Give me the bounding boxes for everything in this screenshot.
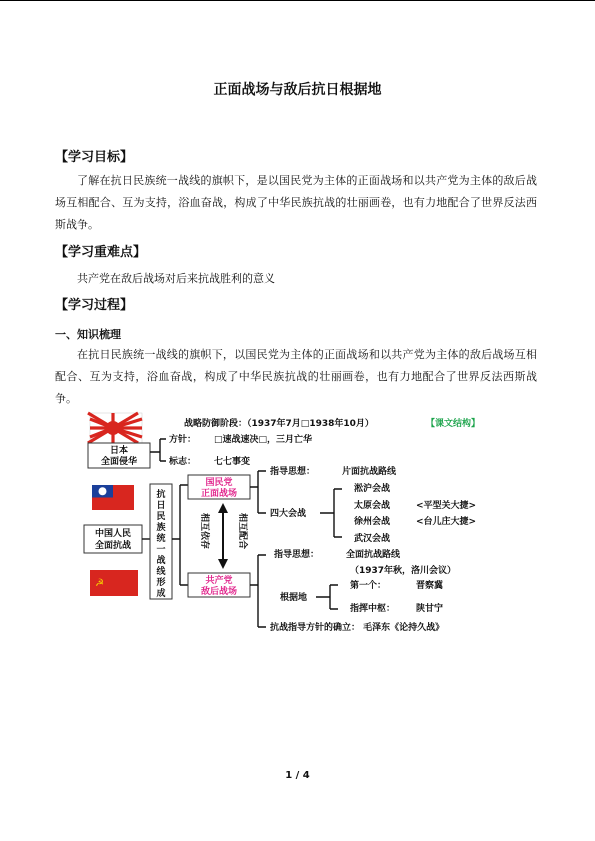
policy-final: 抗战指导方针的确立： 毛泽东《论持久战》 [270,623,445,633]
base-label: 根据地 [280,593,308,603]
first-base-value: 晋察冀 [416,581,444,591]
key-text: 共产党在敌后战场对后来抗战胜利的意义 [77,272,275,285]
battle-item: 淞沪会战 [354,484,391,494]
cpc-box-line2: 敌后战场 [200,587,238,597]
battle-item: 武汉会战 [354,534,391,544]
first-base-label: 第一个： [350,581,387,591]
policy-value: □速战速决□，三月亡华 [214,435,313,445]
structure-tag: 【课文结构】 [426,419,481,429]
battles-label: 四大会战 [270,509,307,519]
cpc-guide-value: 全面抗战路线 [346,550,401,560]
cpc-guide-label: 指导思想： [274,550,320,560]
battlefield-bracket [172,485,188,585]
battle-item: 徐州会战 [354,517,391,527]
process-heading: 【学习过程】 [55,298,134,313]
united-front-char: 形 [156,578,166,588]
page-number: 1 / 4 [285,770,310,781]
policy-label: 方针： [169,435,197,445]
united-front-char: 战 [156,556,166,566]
china-box-line1: 中国人民 [94,529,132,539]
page-title: 正面战场与敌后抗日根据地 [213,82,382,98]
key-heading: 【学习重难点】 [55,245,147,260]
cpc-box-line1: 共产党 [205,576,233,586]
kmt-box-line2: 正面战场 [200,489,238,499]
battles-bracket [320,489,342,537]
china-box-line2: 全面抗战 [94,541,132,551]
united-front-char: 线 [156,567,166,577]
united-front-char: 族 [156,523,166,533]
svg-text:☭: ☭ [95,578,104,589]
united-front-char: 成 [156,589,166,599]
mutual-coop-label: 相互配合 [237,513,247,550]
united-front-char: 统 [156,534,166,544]
kmt-box-line1: 国民党 [205,478,233,488]
knowledge-heading: 一、知识梳理 [55,328,121,341]
goal-heading: 【学习目标】 [55,150,134,165]
japan-flag-icon [88,413,142,443]
lesson-structure-diagram [80,405,540,640]
battle-note: <平型关大捷> [416,501,477,511]
roc-flag-icon [92,485,134,510]
japan-box-line1: 日本 [109,446,129,456]
united-front-char: 抗 [156,490,166,500]
mutual-support-label: 相互依存 [199,513,209,550]
command-center-value: 陕甘宁 [416,604,444,614]
battle-item: 太原会战 [354,501,391,511]
knowledge-text: 在抗日民族统一战线的旗帜下，以国民党为主体的正面战场和以共产党为主体的敌后战场互相配合、互为支持，浴血奋战，构成了中华民族抗战的壮丽画卷，也有力地配合了世界反法西斯战争。 [55,348,537,405]
mark-label: 标志： [169,457,197,467]
japan-bracket [150,439,166,461]
cpc-bracket [250,555,266,627]
kmt-guide-value: 片面抗战路线 [342,467,397,477]
cpc-flag-icon [90,570,138,596]
mark-value: 七七事变 [214,457,251,467]
cpc-guide-note: （1937年秋，洛川会议） [350,566,457,576]
battle-note: <台儿庄大捷> [416,517,477,527]
base-bracket [316,585,338,609]
japan-box-line2: 全面侵华 [100,457,138,467]
stage-label: 战略防御阶段：（1937年7月□1938年10月） [184,419,374,429]
command-center-label: 指挥中枢： [350,604,396,614]
united-front-char: 民 [156,512,166,522]
united-front-text [156,488,166,599]
united-front-char: 一 [156,545,166,555]
mutual-arrow [218,503,228,569]
kmt-guide-label: 指导思想： [270,467,316,477]
goal-text: 了解在抗日民族统一战线的旗帜下，是以国民党为主体的正面战场和以共产党为主体的敌后战场互相配合、互为支持，浴血奋战，构成了中华民族抗战的壮丽画卷，也有力地配合了世界反法西斯战争。 [55,174,537,231]
united-front-char: 日 [156,501,166,511]
kmt-bracket [250,471,266,513]
header-rule [0,0,595,1]
